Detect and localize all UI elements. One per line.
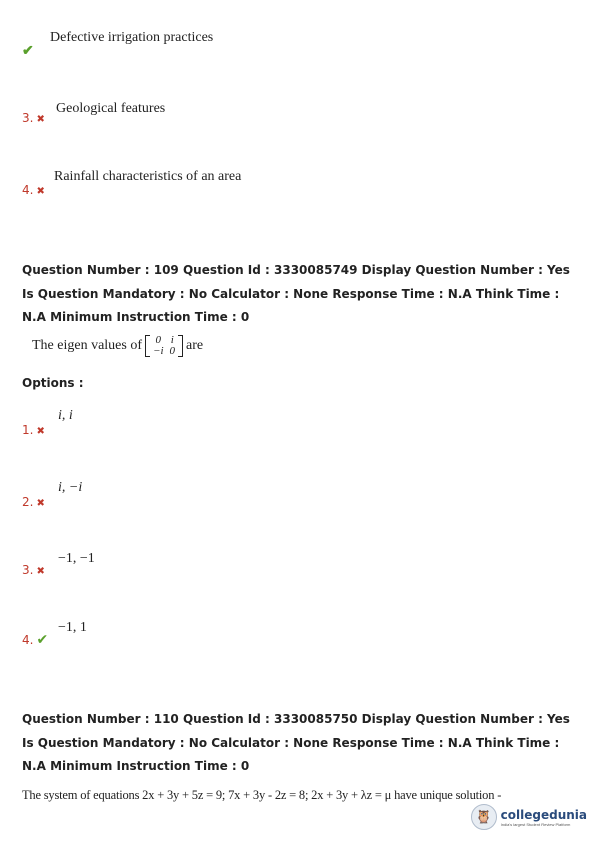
- owl-icon: 🦉: [471, 804, 497, 830]
- matrix-cell: −i: [153, 345, 164, 357]
- option-number: 4.: [22, 183, 34, 197]
- question-stem: [32, 335, 203, 357]
- cross-icon: ✖: [36, 566, 45, 577]
- collegedunia-logo: [471, 804, 587, 830]
- options-label: Options :: [22, 376, 84, 390]
- question-meta: Question Number : 109 Question Id : 3330085749 Display Question Number : Yes Is Question Mandatory : No Calculator : None Response Time : N.A Think Time : N.A Minimum Instruction Time : 0: [22, 263, 570, 324]
- option-text: i, i: [58, 408, 73, 423]
- matrix-cell: 0: [155, 334, 161, 346]
- matrix: [145, 335, 183, 357]
- logo-name: collegedunia: [500, 807, 587, 822]
- check-icon: ✔: [36, 632, 49, 648]
- option-text: i, −i: [58, 480, 83, 495]
- matrix-cell: 0: [169, 345, 175, 357]
- option-number: 4.: [22, 633, 34, 647]
- option-text: Defective irrigation practices: [50, 30, 214, 45]
- cross-icon: ✖: [36, 186, 45, 197]
- question-meta: Question Number : 110 Question Id : 3330085750 Display Question Number : Yes Is Question Mandatory : No Calculator : None Response Time : N.A Think Time : N.A Minimum Instruction Time : 0: [22, 712, 570, 773]
- option-text: Geological features: [56, 101, 166, 116]
- cross-icon: ✖: [36, 498, 45, 509]
- stem-suffix: are: [186, 338, 204, 353]
- logo-tagline: India's largest Student Review Platform: [500, 821, 571, 827]
- option-text: −1, −1: [58, 551, 95, 566]
- option-text: Rainfall characteristics of an area: [54, 169, 242, 184]
- check-icon: ✔: [22, 42, 34, 58]
- option-number: 3.: [22, 563, 34, 577]
- option-number: 2.: [22, 495, 34, 509]
- matrix-cell: i: [170, 334, 174, 346]
- question-stem: The system of equations 2x + 3y + 5z = 9; 7x + 3y - 2z = 8; 2x + 3y + λz = μ have unique solution -: [22, 788, 502, 802]
- option-number: 1.: [22, 423, 34, 437]
- cross-icon: ✖: [36, 114, 45, 125]
- option-number: 3.: [22, 111, 34, 125]
- stem-prefix: The eigen values of: [32, 338, 143, 353]
- cross-icon: ✖: [36, 426, 45, 437]
- option-text: −1, 1: [58, 620, 87, 635]
